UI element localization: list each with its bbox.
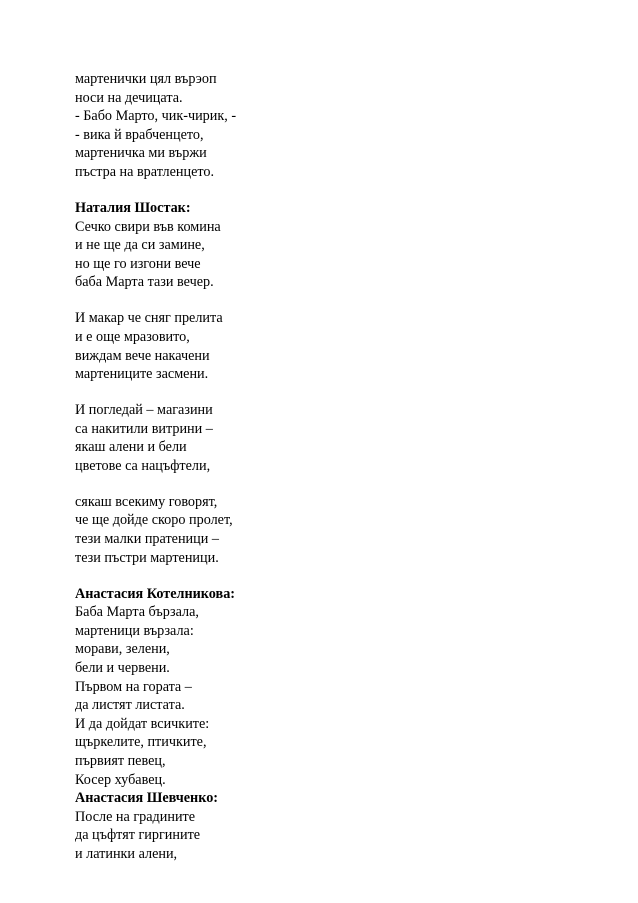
document-page (75, 70, 575, 864)
poem-line: морави, зелени, (75, 641, 170, 658)
poem-line: И да дойдат всичките: (75, 715, 210, 732)
poem-line: Първом на горатa – (75, 678, 192, 695)
author-heading: Анастасия Шевченко: (75, 790, 219, 807)
stanza (75, 789, 575, 863)
poem-line: Баба Марта бързала, (75, 604, 199, 621)
poem-line: баба Марта тази вечер. (75, 274, 214, 291)
poem-line: Косер хубавец. (75, 771, 166, 788)
poem-line: да листят листата. (75, 697, 185, 714)
poem-line: мартенички цял върэоп (75, 71, 217, 87)
poem-line: бели и червени. (75, 659, 170, 676)
stanza-gap (75, 567, 575, 584)
poem-line: но ще го изгони вече (75, 255, 201, 272)
stanza (75, 493, 575, 567)
stanza-gap (75, 182, 575, 199)
stanza (75, 585, 575, 790)
author-heading: Анастасия Котелникова: (75, 585, 236, 602)
poem-line: виждам вече накачени (75, 347, 210, 364)
poem-line: щъркелите, птичките, (75, 734, 207, 751)
poem-line: мартениците засмени. (75, 366, 209, 383)
poem-line: цветове са нацъфтели, (75, 457, 211, 474)
stanza (75, 401, 575, 475)
poem-line: Сечко свири във комина (75, 218, 221, 235)
poem-line: и не ще да си замине, (75, 237, 205, 254)
poem-line: мартеници вързала: (75, 622, 194, 639)
poem-line: тези пъстри мартеници. (75, 549, 219, 566)
stanza (75, 70, 575, 182)
poem-line: - Бабо Марто, чик-чирик, - (75, 108, 237, 125)
stanza-gap (75, 292, 575, 309)
poem-line: После на градините (75, 808, 196, 825)
poem-line: якаш алени и бели (75, 439, 187, 456)
poem-line: - вика й врабченцето, (75, 126, 204, 143)
poem-line: и е още мразовито, (75, 328, 190, 345)
stanza-gap (75, 384, 575, 401)
poem-line: първият певец, (75, 752, 166, 769)
stanza-gap (75, 475, 575, 492)
poem-line: и латинки алени, (75, 845, 178, 862)
stanza (75, 309, 575, 383)
poem-line: И макар че сняг прелита (75, 310, 223, 327)
poem-line: носи на дечицата. (75, 89, 183, 106)
stanza (75, 199, 575, 292)
poem-line: че ще дойде скоро пролет, (75, 512, 233, 529)
poem-line: сякаш всекиму говорят, (75, 493, 218, 510)
poem-line: са накитили витрини – (75, 420, 213, 437)
poem-line: тези малки пратеници – (75, 531, 219, 548)
poem-line: мартеничка ми вържи (75, 145, 207, 162)
poem-line: да цъфтят гиргините (75, 827, 201, 844)
author-heading: Наталия Шостак: (75, 199, 191, 216)
poem-line: И погледай – магазини (75, 402, 213, 419)
poem-line: пъстра на вратленцето. (75, 163, 215, 180)
